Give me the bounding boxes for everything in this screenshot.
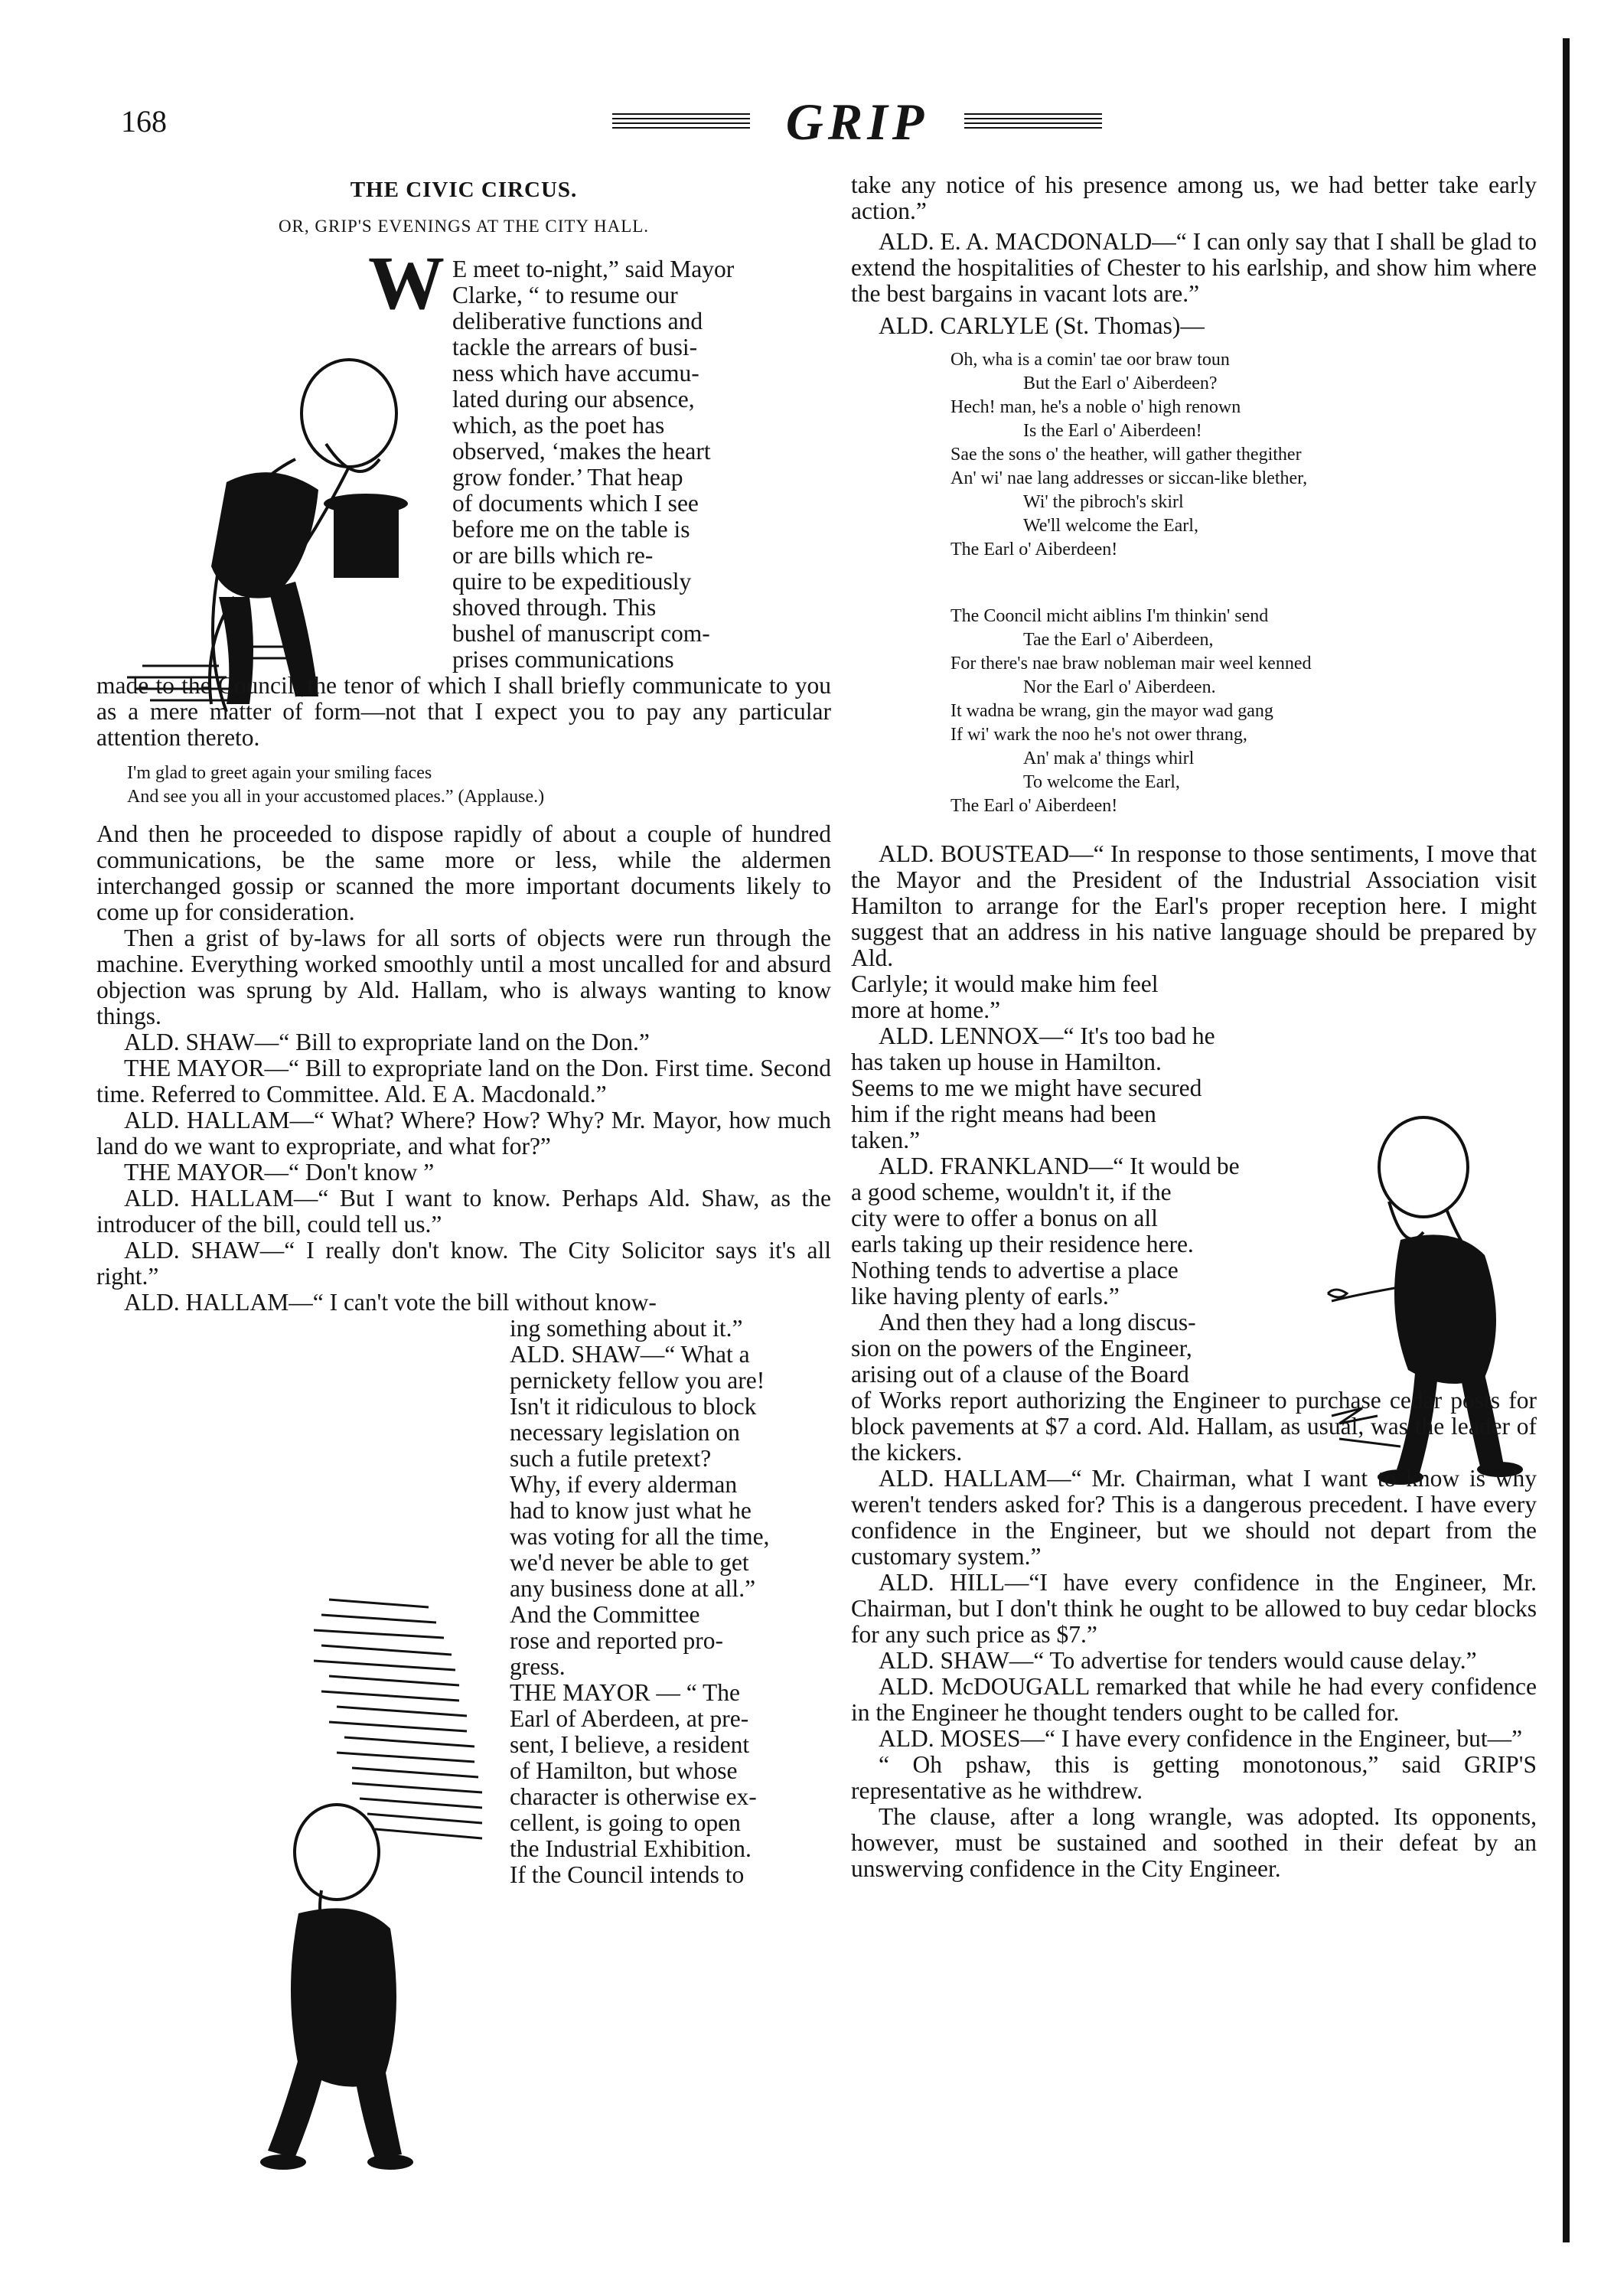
masthead xyxy=(612,93,1102,152)
song-verse-2 xyxy=(950,605,1537,818)
narrow-line: arising out of a clause of the Board xyxy=(851,1361,1189,1388)
dialogue-line: ALD. HILL—“I have every confidence in the Engineer, Mr. Chairman, but I don't think he ought to be allowed to buy cedar blocks for any such price as $7.” xyxy=(851,1569,1537,1648)
verse-line: Is the Earl o' Aiberdeen! xyxy=(1023,421,1202,441)
dialogue-line: ALD. MOSES—“ I have every confidence in the Engineer, but—” xyxy=(879,1725,1523,1752)
narrow-text-block-right xyxy=(851,971,1310,1388)
narrow-line: any business done at all.” xyxy=(510,1575,756,1602)
narrow-line: such a futile pretext? xyxy=(510,1445,712,1472)
opening-line: deliberative functions and xyxy=(452,308,703,334)
narrow-line: Carlyle; it would make him feel xyxy=(851,970,1159,997)
narrow-line: has taken up house in Hamilton. xyxy=(851,1049,1162,1075)
verse-line: If wi' wark the noo he's not ower thrang, xyxy=(950,725,1247,745)
narrow-line: more at home.” xyxy=(851,996,1001,1023)
dialogue-line: ALD. BOUSTEAD—“ In response to those sentiments, I move that the Mayor and the President of the Industrial Association visit Hamilton to arrange for the Earl's proper reception here. I might suggest that an address in his native language should be prepared by Ald. xyxy=(851,840,1537,971)
verse-line: To welcome the Earl, xyxy=(1023,772,1180,792)
page-number: 168 xyxy=(121,104,167,139)
narrow-line: Nothing tends to advertise a place xyxy=(851,1257,1179,1283)
opening-line: bushel of manuscript com- xyxy=(452,620,710,647)
opening-block xyxy=(368,240,831,673)
paragraph: Then a grist of by-laws for all sorts of objects were run through the machine. Everything worked smoothly until a most uncalled for and absurd objection was sprung by Ald. Hallam, who is always wanting to know things. xyxy=(96,925,831,1029)
narrow-line: And then they had a long discus- xyxy=(879,1309,1196,1336)
dialogue-line: ALD. HALLAM—“ But I want to know. Perhaps Ald. Shaw, as the introducer of the bill, could tell us.” xyxy=(96,1185,831,1238)
narrow-line: ing something about it.” xyxy=(510,1315,743,1342)
verse-line: The Earl o' Aiberdeen! xyxy=(950,540,1118,559)
verse-line: Sae the sons o' the heather, will gather thegither xyxy=(950,445,1302,465)
paragraph: take any notice of his presence among us, we had better take early action.” xyxy=(851,171,1537,224)
dialogue-line: THE MAYOR—“ Don't know ” xyxy=(124,1159,435,1186)
narrow-line: Why, if every alderman xyxy=(510,1471,738,1498)
paragraph: of Works report authorizing the Engineer to purchase cedar posts for block pavements at $7 a cord. Ald. Hallam, as usual, was the leader of the kickers. xyxy=(851,1387,1537,1466)
narrow-line: necessary legislation on xyxy=(510,1419,740,1446)
song-verse-1 xyxy=(950,348,1537,562)
opening-tail: made to the Council, the tenor of which I shall briefly communicate to you as a mere matter of form—not that I expect you to pay any particular attention thereto. xyxy=(96,672,831,751)
narrow-line: like having plenty of earls.” xyxy=(851,1283,1120,1309)
dialogue-line: ALD. HALLAM—“ Mr. Chairman, what I want to know is why weren't tenders asked for? This is a dangerous precedent. I have every confidence in the Engineer, but we should not depart from the customary system.” xyxy=(851,1465,1537,1570)
opening-line: prises communications xyxy=(452,646,674,673)
opening-line: ness which have accumu- xyxy=(452,360,699,386)
narrow-line: cellent, is going to open xyxy=(510,1809,741,1836)
paragraph: “ Oh pshaw, this is getting monotonous,” said GRIP'S representative as he withdrew. xyxy=(851,1751,1537,1804)
narrow-line: of Hamilton, but whose xyxy=(510,1757,738,1784)
narrow-line: ALD. SHAW—“ What a xyxy=(510,1341,750,1368)
verse-line: Hech! man, he's a noble o' high renown xyxy=(950,397,1241,417)
narrow-line: THE MAYOR — “ The xyxy=(510,1679,740,1706)
article-subtitle: OR, GRIP'S EVENINGS AT THE CITY HALL. xyxy=(278,217,650,236)
narrow-text-block xyxy=(510,1316,831,1888)
narrow-line: Earl of Aberdeen, at pre- xyxy=(510,1705,749,1732)
opening-line: Clarke, “ to resume our xyxy=(452,282,678,308)
dialogue-line: ALD. McDOUGALL remarked that while he had every confidence in the Engineer he thought tenders ought to be called for. xyxy=(851,1673,1537,1726)
verse-line: Wi' the pibroch's skirl xyxy=(1023,492,1184,512)
verse-line: An' wi' nae lang addresses or siccan-like blether, xyxy=(950,468,1308,488)
narrow-line: city were to offer a bonus on all xyxy=(851,1205,1158,1231)
article-title: THE CIVIC CIRCUS. xyxy=(350,178,578,202)
dialogue-line: ALD. E. A. MACDONALD—“ I can only say that I shall be glad to extend the hospitalities of Chester to his earlship, and show him where the best bargains in vacant lots are.” xyxy=(851,228,1537,307)
narrow-line: rose and reported pro- xyxy=(510,1627,724,1654)
dialogue-line: ALD. SHAW—“ To advertise for tenders would cause delay.” xyxy=(879,1647,1477,1674)
dialogue-line: ALD. SHAW—“ Bill to expropriate land on the Don.” xyxy=(124,1029,650,1055)
dialogue-line: THE MAYOR—“ Bill to expropriate land on the Don. First time. Second time. Referred to Committee. Ald. E A. Macdonald.” xyxy=(96,1055,831,1107)
verse-line: Nor the Earl o' Aiberdeen. xyxy=(1023,677,1216,697)
closing-paragraph: The clause, after a long wrangle, was adopted. Its opponents, however, must be sustained and soothed in their defeat by an unswerving confidence in the City Engineer. xyxy=(851,1803,1537,1882)
verse-line: Tae the Earl o' Aiberdeen, xyxy=(1023,630,1214,650)
opening-line-1: W E meet to-night,” said Mayor xyxy=(368,240,735,325)
couplet xyxy=(127,762,831,809)
paragraph: And then he proceeded to dispose rapidly of about a couple of hundred communications, be the same more or less, while the aldermen interchanged gossip or scanned the more important documents likely to come up for consideration. xyxy=(96,820,831,925)
opening-line: lated during our absence, xyxy=(452,386,695,413)
opening-line: before me on the table is xyxy=(452,516,690,543)
dialogue-line: ALD. HALLAM—“ What? Where? How? Why? Mr. Mayor, how much land do we want to expropriate, and what for?” xyxy=(96,1107,831,1159)
narrow-line: a good scheme, wouldn't it, if the xyxy=(851,1179,1172,1205)
narrow-line: gress. xyxy=(510,1653,566,1680)
narrow-line: was voting for all the time, xyxy=(510,1523,770,1550)
dialogue-line: ALD. SHAW—“ I really don't know. The City Solicitor says it's all right.” xyxy=(96,1237,831,1290)
narrow-line: we'd never be able to get xyxy=(510,1549,749,1576)
dialogue-line: ALD. HALLAM—“ I can't vote the bill without know- xyxy=(124,1289,657,1316)
narrow-line: him if the right means had been xyxy=(851,1101,1156,1127)
narrow-line: had to know just what he xyxy=(510,1497,752,1524)
couplet-line: And see you all in your accustomed places.” (Applause.) xyxy=(127,787,545,807)
narrow-line: If the Council intends to xyxy=(510,1861,745,1888)
verse-line: It wadna be wrang, gin the mayor wad gang xyxy=(950,701,1273,721)
opening-line: which, as the poet has xyxy=(452,412,665,439)
opening-line: observed, ‘makes the heart xyxy=(452,438,711,465)
narrow-line: ALD. LENNOX—“ It's too bad he xyxy=(879,1022,1215,1049)
narrow-line: the Industrial Exhibition. xyxy=(510,1835,752,1862)
column-left xyxy=(96,172,831,1888)
narrow-line: Seems to me we might have secured xyxy=(851,1075,1202,1101)
verse-line: For there's nae braw nobleman mair weel kenned xyxy=(950,654,1312,673)
column-right xyxy=(851,172,1537,1882)
opening-line: tackle the arrears of busi- xyxy=(452,334,698,360)
narrow-line: pernickety fellow you are! xyxy=(510,1367,765,1394)
verse-line: An' mak a' things whirl xyxy=(1023,748,1195,768)
opening-line: of documents which I see xyxy=(452,490,699,517)
masthead-title: GRIP xyxy=(785,93,929,151)
narrow-line: And the Committee xyxy=(510,1601,700,1628)
narrow-line: Isn't it ridiculous to block xyxy=(510,1393,757,1420)
narrow-line: sion on the powers of the Engineer, xyxy=(851,1335,1192,1362)
narrow-line: character is otherwise ex- xyxy=(510,1783,757,1810)
opening-line: quire to be expeditiously xyxy=(452,568,692,595)
couplet-line: I'm glad to greet again your smiling faces xyxy=(127,763,432,783)
masthead-rule-left xyxy=(612,113,750,132)
verse-line: The Cooncil micht aiblins I'm thinkin' send xyxy=(950,606,1269,626)
dialogue-line: ALD. CARLYLE (St. Thomas)— xyxy=(879,312,1205,339)
masthead-rule-right xyxy=(964,113,1102,132)
opening-line: shoved through. This xyxy=(452,594,657,621)
verse-line: Oh, wha is a comin' tae oor braw toun xyxy=(950,350,1230,370)
verse-line: But the Earl o' Aiberdeen? xyxy=(1023,373,1218,393)
opening-line: grow fonder.’ That heap xyxy=(452,464,683,491)
page-edge-rule xyxy=(1563,38,1570,2242)
narrow-line: taken.” xyxy=(851,1127,921,1153)
verse-line: We'll welcome the Earl, xyxy=(1023,516,1198,536)
narrow-line: earls taking up their residence here. xyxy=(851,1231,1194,1257)
narrow-line: ALD. FRANKLAND—“ It would be xyxy=(879,1153,1240,1179)
dropcap: W xyxy=(368,240,445,325)
narrow-line: sent, I believe, a resident xyxy=(510,1731,750,1758)
verse-line: The Earl o' Aiberdeen! xyxy=(950,796,1118,816)
opening-line: or are bills which re- xyxy=(452,542,654,569)
